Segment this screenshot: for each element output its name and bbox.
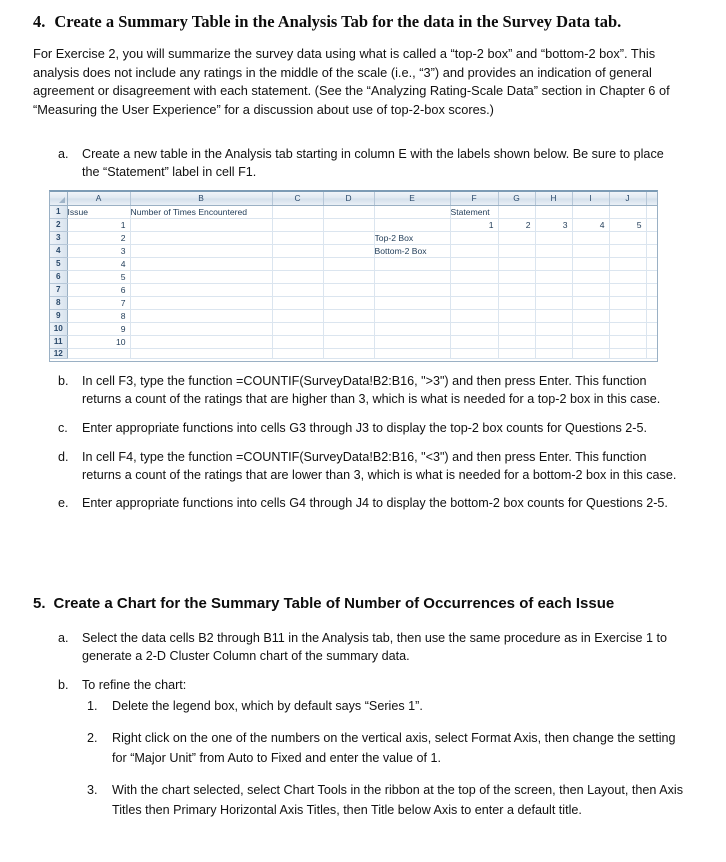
section-4-items-b-to-e xyxy=(58,373,686,513)
row-header-2[interactable]: 2 xyxy=(50,218,67,231)
cell-a12[interactable] xyxy=(67,348,130,358)
column-header-i[interactable]: I xyxy=(572,192,609,205)
cell-j1[interactable] xyxy=(609,205,646,218)
table-row xyxy=(50,296,658,309)
item-a-marker: a. xyxy=(58,147,69,161)
section-5-subitems xyxy=(87,697,687,820)
cell-h4[interactable] xyxy=(535,244,572,257)
cell-i2[interactable]: 4 xyxy=(572,218,609,231)
cell-k8[interactable] xyxy=(646,296,658,309)
cell-f10[interactable] xyxy=(450,322,498,335)
row-header-1[interactable]: 1 xyxy=(50,205,67,218)
section-5-items xyxy=(58,630,686,699)
item-5a-marker: a. xyxy=(58,631,69,645)
subitem-2-marker: 2. xyxy=(87,730,98,745)
cell-i4[interactable] xyxy=(572,244,609,257)
cell-g5[interactable] xyxy=(498,257,535,270)
cell-f5[interactable] xyxy=(450,257,498,270)
section-5-item-b xyxy=(58,677,686,695)
table-row xyxy=(50,348,658,358)
item-d-marker: d. xyxy=(58,449,69,464)
cell-h9[interactable] xyxy=(535,309,572,322)
cell-i7[interactable] xyxy=(572,283,609,296)
table-row xyxy=(50,244,658,257)
cell-d4[interactable] xyxy=(323,244,374,257)
item-c-marker: c. xyxy=(58,420,68,435)
column-header-d[interactable]: D xyxy=(323,192,374,205)
item-b-text: In cell F3, type the function =COUNTIF(SurveyData!B2:B16, ">3") and then press Enter. This function returns a count of the ratings that are higher than 3, which is what is needed for a top-2 box in this case. xyxy=(82,374,661,406)
table-row xyxy=(50,257,658,270)
cell-d9[interactable] xyxy=(323,309,374,322)
cell-k6[interactable] xyxy=(646,270,658,283)
cell-h6[interactable] xyxy=(535,270,572,283)
cell-h11[interactable] xyxy=(535,335,572,348)
cell-c8[interactable] xyxy=(272,296,323,309)
row-header-11[interactable]: 11 xyxy=(50,335,67,348)
cell-k10[interactable] xyxy=(646,322,658,335)
section-4-heading xyxy=(33,12,703,32)
cell-i9[interactable] xyxy=(572,309,609,322)
cell-k7[interactable] xyxy=(646,283,658,296)
table-row xyxy=(50,283,658,296)
cell-d7[interactable] xyxy=(323,283,374,296)
table-row xyxy=(50,231,658,244)
cell-f11[interactable] xyxy=(450,335,498,348)
row-header-7[interactable]: 7 xyxy=(50,283,67,296)
cell-f7[interactable] xyxy=(450,283,498,296)
cell-b4[interactable] xyxy=(130,244,272,257)
cell-f2[interactable]: 1 xyxy=(450,218,498,231)
section-4-item-c xyxy=(58,420,686,438)
cell-b12[interactable] xyxy=(130,348,272,358)
alpha-list-5 xyxy=(58,630,686,695)
numbered-sublist xyxy=(87,697,687,820)
cell-k2[interactable] xyxy=(646,218,658,231)
cell-g11[interactable] xyxy=(498,335,535,348)
cell-j5[interactable] xyxy=(609,257,646,270)
cell-a9[interactable]: 8 xyxy=(67,309,130,322)
subitem-3-text: With the chart selected, select Chart Tools in the ribbon at the top of the screen, then Layout, then Axis Titles then Primary Horizontal Axis Titles, then Title below Axis to enter a default title. xyxy=(112,782,684,817)
table-row xyxy=(50,322,658,335)
subitem-1 xyxy=(87,697,687,717)
section-4-number: 4. xyxy=(33,12,46,31)
section-4-item-a xyxy=(58,146,678,182)
cell-a4[interactable]: 3 xyxy=(67,244,130,257)
column-header-a[interactable]: A xyxy=(67,192,130,205)
cell-a2[interactable]: 1 xyxy=(67,218,130,231)
cell-a10[interactable]: 9 xyxy=(67,322,130,335)
cell-h3[interactable] xyxy=(535,231,572,244)
cell-g8[interactable] xyxy=(498,296,535,309)
cell-d2[interactable] xyxy=(323,218,374,231)
cell-k3[interactable] xyxy=(646,231,658,244)
cell-j8[interactable] xyxy=(609,296,646,309)
row-header-3[interactable]: 3 xyxy=(50,231,67,244)
cell-d10[interactable] xyxy=(323,322,374,335)
cell-f6[interactable] xyxy=(450,270,498,283)
section-5-item-a xyxy=(58,630,686,666)
cell-c6[interactable] xyxy=(272,270,323,283)
cell-d5[interactable] xyxy=(323,257,374,270)
cell-a11[interactable]: 10 xyxy=(67,335,130,348)
cell-e3[interactable]: Top-2 Box xyxy=(374,231,450,244)
cell-c9[interactable] xyxy=(272,309,323,322)
cell-h2[interactable]: 3 xyxy=(535,218,572,231)
cell-c3[interactable] xyxy=(272,231,323,244)
subitem-3 xyxy=(87,781,687,821)
subitem-2-text: Right click on the one of the numbers on the vertical axis, select Format Axis, then change the setting for “Major Unit” from Auto to Fixed and enter the value of 1. xyxy=(112,730,676,765)
alpha-list-4 xyxy=(58,373,686,513)
cell-h10[interactable] xyxy=(535,322,572,335)
item-5a-text: Select the data cells B2 through B11 in the Analysis tab, then use the same procedure as in Exercise 1 to generate a 2-D Cluster Column chart of the summary data. xyxy=(82,631,668,663)
cell-g9[interactable] xyxy=(498,309,535,322)
cell-j4[interactable] xyxy=(609,244,646,257)
cell-h1[interactable] xyxy=(535,205,572,218)
cell-e10[interactable] xyxy=(374,322,450,335)
cell-c11[interactable] xyxy=(272,335,323,348)
section-5-number: 5. xyxy=(33,595,46,612)
item-b-marker: b. xyxy=(58,374,69,388)
section-4-item-b xyxy=(58,373,686,409)
cell-i11[interactable] xyxy=(572,335,609,348)
cell-j12[interactable] xyxy=(609,348,646,358)
cell-a5[interactable]: 4 xyxy=(67,257,130,270)
row-header-12[interactable]: 12 xyxy=(50,348,67,358)
cell-f1[interactable]: Statement xyxy=(450,205,498,218)
cell-k11[interactable] xyxy=(646,335,658,348)
spreadsheet-column-header-row xyxy=(50,192,658,205)
cell-f3[interactable] xyxy=(450,231,498,244)
cell-c1[interactable] xyxy=(272,205,323,218)
cell-e6[interactable] xyxy=(374,270,450,283)
row-header-9[interactable]: 9 xyxy=(50,309,67,322)
cell-f12[interactable] xyxy=(450,348,498,358)
cell-b9[interactable] xyxy=(130,309,272,322)
cell-j6[interactable] xyxy=(609,270,646,283)
table-row xyxy=(50,205,658,218)
item-e-text: Enter appropriate functions into cells G4 through J4 to display the bottom-2 box counts for Questions 2-5. xyxy=(82,496,668,511)
table-row xyxy=(50,309,658,322)
cell-a8[interactable]: 7 xyxy=(67,296,130,309)
cell-k1[interactable] xyxy=(646,205,658,218)
cell-b8[interactable] xyxy=(130,296,272,309)
column-header-c[interactable]: C xyxy=(272,192,323,205)
cell-c5[interactable] xyxy=(272,257,323,270)
cell-g1[interactable] xyxy=(498,205,535,218)
cell-b6[interactable] xyxy=(130,270,272,283)
cell-j9[interactable] xyxy=(609,309,646,322)
column-header-f[interactable]: F xyxy=(450,192,498,205)
cell-e12[interactable] xyxy=(374,348,450,358)
cell-b3[interactable] xyxy=(130,231,272,244)
table-row xyxy=(50,270,658,283)
cell-a6[interactable]: 5 xyxy=(67,270,130,283)
column-header-h[interactable]: H xyxy=(535,192,572,205)
cell-k5[interactable] xyxy=(646,257,658,270)
cell-i5[interactable] xyxy=(572,257,609,270)
cell-d1[interactable] xyxy=(323,205,374,218)
cell-d8[interactable] xyxy=(323,296,374,309)
cell-c7[interactable] xyxy=(272,283,323,296)
cell-d3[interactable] xyxy=(323,231,374,244)
subitem-1-text: Delete the legend box, which by default says “Series 1”. xyxy=(112,699,423,713)
cell-g4[interactable] xyxy=(498,244,535,257)
cell-e4[interactable]: Bottom-2 Box xyxy=(374,244,450,257)
cell-c2[interactable] xyxy=(272,218,323,231)
cell-h5[interactable] xyxy=(535,257,572,270)
section-4-item-d xyxy=(58,449,686,485)
cell-j11[interactable] xyxy=(609,335,646,348)
row-header-5[interactable]: 5 xyxy=(50,257,67,270)
table-row xyxy=(50,335,658,348)
cell-c12[interactable] xyxy=(272,348,323,358)
cell-j3[interactable] xyxy=(609,231,646,244)
section-4-intro-paragraph xyxy=(33,45,680,119)
column-header-g[interactable]: G xyxy=(498,192,535,205)
cell-j10[interactable] xyxy=(609,322,646,335)
cell-j2[interactable]: 5 xyxy=(609,218,646,231)
select-all-triangle-icon xyxy=(59,197,65,203)
cell-g7[interactable] xyxy=(498,283,535,296)
cell-h12[interactable] xyxy=(535,348,572,358)
cell-k9[interactable] xyxy=(646,309,658,322)
cell-b1[interactable]: Number of Times Encountered xyxy=(130,205,272,218)
row-header-8[interactable]: 8 xyxy=(50,296,67,309)
cell-e2[interactable] xyxy=(374,218,450,231)
cell-b5[interactable] xyxy=(130,257,272,270)
cell-d11[interactable] xyxy=(323,335,374,348)
cell-a1[interactable]: Issue xyxy=(67,205,130,218)
cell-g12[interactable] xyxy=(498,348,535,358)
subitem-1-marker: 1. xyxy=(87,699,98,713)
column-header-j[interactable]: J xyxy=(609,192,646,205)
cell-d12[interactable] xyxy=(323,348,374,358)
cell-b2[interactable] xyxy=(130,218,272,231)
cell-j7[interactable] xyxy=(609,283,646,296)
cell-k12[interactable] xyxy=(646,348,658,358)
cell-i12[interactable] xyxy=(572,348,609,358)
cell-c4[interactable] xyxy=(272,244,323,257)
column-header-b[interactable]: B xyxy=(130,192,272,205)
column-header-e[interactable]: E xyxy=(374,192,450,205)
cell-e5[interactable] xyxy=(374,257,450,270)
cell-a7[interactable]: 6 xyxy=(67,283,130,296)
section-5-title: Create a Chart for the Summary Table of Number of Occurrences of each Issue xyxy=(53,595,615,612)
cell-e11[interactable] xyxy=(374,335,450,348)
spreadsheet-screenshot xyxy=(49,190,658,362)
select-all-corner[interactable] xyxy=(50,192,67,205)
cell-g3[interactable] xyxy=(498,231,535,244)
cell-d6[interactable] xyxy=(323,270,374,283)
item-5b-marker: b. xyxy=(58,677,69,692)
cell-a3[interactable]: 2 xyxy=(67,231,130,244)
cell-g2[interactable]: 2 xyxy=(498,218,535,231)
item-e-marker: e. xyxy=(58,496,69,511)
cell-h7[interactable] xyxy=(535,283,572,296)
cell-e1[interactable] xyxy=(374,205,450,218)
cell-i1[interactable] xyxy=(572,205,609,218)
cell-i6[interactable] xyxy=(572,270,609,283)
cell-f9[interactable] xyxy=(450,309,498,322)
row-header-10[interactable]: 10 xyxy=(50,322,67,335)
cell-b7[interactable] xyxy=(130,283,272,296)
column-header-k-partial[interactable] xyxy=(646,192,658,205)
section-5-heading xyxy=(33,595,703,613)
row-header-6[interactable]: 6 xyxy=(50,270,67,283)
cell-f4[interactable] xyxy=(450,244,498,257)
cell-e7[interactable] xyxy=(374,283,450,296)
cell-e8[interactable] xyxy=(374,296,450,309)
section-4-intro-text: For Exercise 2, you will summarize the survey data using what is called a “top-2 box” and “bottom-2 box”. This analysis does not include any ratings in the middle of the scale (i.e., “3”) and provides an indication of general agreement or disagreement with each statement. (See the “Analyzing Rating-Scale Data” section in Chapter 6 of “Measuring the User Experience” for a discussion about use of top-2-box scores.) xyxy=(33,46,670,117)
item-5b-text: To refine the chart: xyxy=(82,677,187,692)
spreadsheet-grid xyxy=(50,192,658,359)
table-row xyxy=(50,218,658,231)
cell-b10[interactable] xyxy=(130,322,272,335)
subitem-2 xyxy=(87,729,687,769)
item-c-text: Enter appropriate functions into cells G3 through J3 to display the top-2 box counts for Questions 2-5. xyxy=(82,420,647,435)
spreadsheet-body xyxy=(50,205,658,358)
item-a-text: Create a new table in the Analysis tab starting in column E with the labels shown below. Be sure to place the “Statement” label in cell F1. xyxy=(82,147,664,179)
cell-b11[interactable] xyxy=(130,335,272,348)
cell-i3[interactable] xyxy=(572,231,609,244)
cell-g6[interactable] xyxy=(498,270,535,283)
section-4-title: Create a Summary Table in the Analysis Tab for the data in the Survey Data tab. xyxy=(54,12,622,31)
cell-i8[interactable] xyxy=(572,296,609,309)
cell-g10[interactable] xyxy=(498,322,535,335)
subitem-3-marker: 3. xyxy=(87,782,98,797)
item-d-text: In cell F4, type the function =COUNTIF(SurveyData!B2:B16, "<3") and then press Enter. This function returns a count of the ratings that are lower than 3, which is what is needed for a bottom-2 box in this case. xyxy=(82,449,677,482)
cell-f8[interactable] xyxy=(450,296,498,309)
cell-k4[interactable] xyxy=(646,244,658,257)
cell-e9[interactable] xyxy=(374,309,450,322)
cell-c10[interactable] xyxy=(272,322,323,335)
section-4-item-e xyxy=(58,495,686,513)
cell-h8[interactable] xyxy=(535,296,572,309)
cell-i10[interactable] xyxy=(572,322,609,335)
row-header-4[interactable]: 4 xyxy=(50,244,67,257)
